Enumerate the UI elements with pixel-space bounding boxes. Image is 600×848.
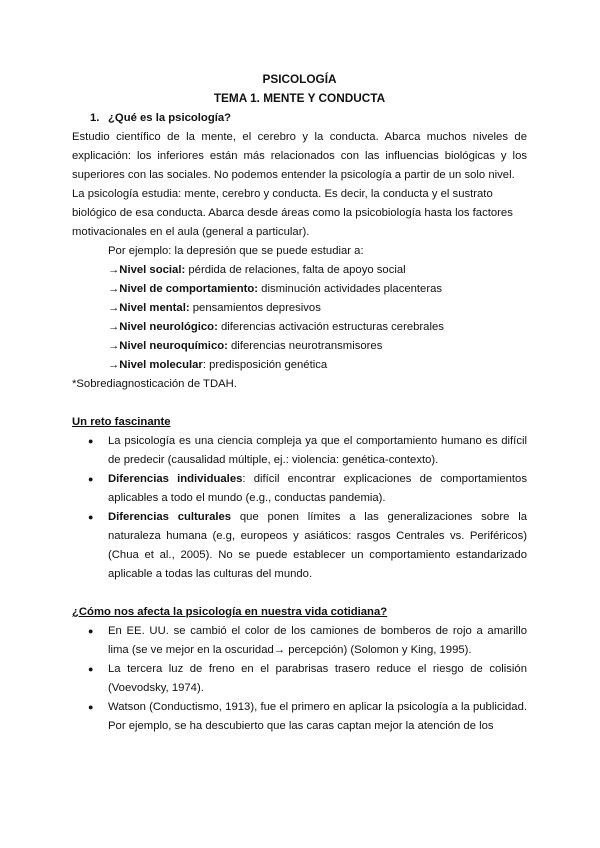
list-item <box>72 432 527 470</box>
arrow-icon: → <box>108 340 120 352</box>
item-text: En EE. UU. se cambió el color de los camiones de bomberos de rojo a amarillo lima (se ve mejor en la oscuridad→ percepción) (Solomon y King, 1995). <box>108 625 527 656</box>
arrow-icon: → <box>108 283 120 295</box>
document-subtitle: TEMA 1. MENTE Y CONDUCTA <box>213 91 386 105</box>
list-item <box>72 698 527 736</box>
level-item <box>72 261 527 280</box>
level-item <box>72 280 527 299</box>
list-item <box>72 508 527 584</box>
level-label: Nivel neurológico: <box>119 321 218 333</box>
document-title: PSICOLOGÍA <box>262 72 337 86</box>
level-label: Nivel neuroquímico: <box>119 340 228 352</box>
level-label: Nivel mental: <box>119 302 190 314</box>
spacer <box>72 394 527 413</box>
section-2-heading: Un reto fascinante <box>72 416 171 428</box>
document-page <box>72 70 527 736</box>
level-text: disminución actividades placenteras <box>258 283 443 295</box>
bullet-icon: ● <box>88 512 94 522</box>
level-text: pensamientos depresivos <box>189 302 321 314</box>
level-text: diferencias neurotransmisores <box>227 340 383 352</box>
item-bold: Diferencias culturales <box>108 511 232 523</box>
list-item <box>72 660 527 698</box>
arrow-icon: → <box>108 302 120 314</box>
section-1-heading-text: ¿Qué es la psicología? <box>108 112 232 124</box>
list-item <box>72 470 527 508</box>
item-text: que ponen límites a las generalizaciones sobre la naturaleza humana (e.g, europeos y asiáticos: rasgos Centrales vs. Periféricos) (Chua et al., 2005). No se puede establecer un comportamiento estandarizado aplicable a todas las culturas del mundo. <box>108 511 527 580</box>
list-item <box>72 622 527 660</box>
footnote: *Sobrediagnosticación de TDAH. <box>72 378 237 390</box>
level-label: Nivel molecular <box>119 359 203 371</box>
level-text: : predisposición genética <box>202 359 328 371</box>
section-3-heading: ¿Cómo nos afecta la psicología en nuestra vida cotidiana? <box>72 606 388 618</box>
bullet-icon: ● <box>88 626 94 636</box>
section-2-list <box>72 432 527 584</box>
section-1-paragraph-2: La psicología estudia: mente, cerebro y conducta. Es decir, la conducta y el sustrato biológico de esa conducta. Abarca desde áreas como la psicobiología hasta los factores motivacionales en el aula (general a particular). <box>72 188 513 238</box>
level-label: Nivel social: <box>119 264 186 276</box>
section-1-paragraph-1: Estudio científico de la mente, el cerebro y la conducta. Abarca muchos niveles de explicación: los inferiores están más relacionados con las influencias biológicas y los superiores con las sociales. No podemos entender la psicología a partir de un solo nivel. <box>72 131 527 181</box>
section-3-list <box>72 622 527 736</box>
example-intro: Por ejemplo: la depresión que se puede estudiar a: <box>108 245 364 257</box>
item-text: La psicología es una ciencia compleja ya que el comportamiento humano es difícil de predecir (causalidad múltiple, ej.: violencia: genética-contexto). <box>108 435 527 466</box>
bullet-icon: ● <box>88 702 94 712</box>
level-item <box>72 318 527 337</box>
item-text: : difícil encontrar explicaciones de comportamientos aplicables a todo el mundo (e.g., conductas pandemia). <box>108 473 527 504</box>
section-1-number: 1. <box>90 112 100 124</box>
section-1-heading <box>72 109 527 128</box>
level-text: pérdida de relaciones, falta de apoyo social <box>185 264 406 276</box>
spacer <box>72 584 527 603</box>
bullet-icon: ● <box>88 474 94 484</box>
bullet-icon: ● <box>88 436 94 446</box>
arrow-icon: → <box>108 264 120 276</box>
level-item <box>72 356 527 375</box>
levels-list <box>72 261 527 375</box>
level-text: diferencias activación estructuras cerebrales <box>217 321 444 333</box>
bullet-icon: ● <box>88 664 94 674</box>
item-bold: Diferencias individuales <box>108 473 243 485</box>
item-text: La tercera luz de freno en el parabrisas trasero reduce el riesgo de colisión (Voevodsky, 1974). <box>108 663 527 694</box>
level-item <box>72 337 527 356</box>
item-text: Watson (Conductismo, 1913), fue el primero en aplicar la psicología a la publicidad. Por ejemplo, se ha descubierto que las caras captan mejor la atención de los <box>108 701 527 732</box>
arrow-icon: → <box>108 321 120 333</box>
level-label: Nivel de comportamiento: <box>119 283 259 295</box>
arrow-icon: → <box>108 359 120 371</box>
level-item <box>72 299 527 318</box>
